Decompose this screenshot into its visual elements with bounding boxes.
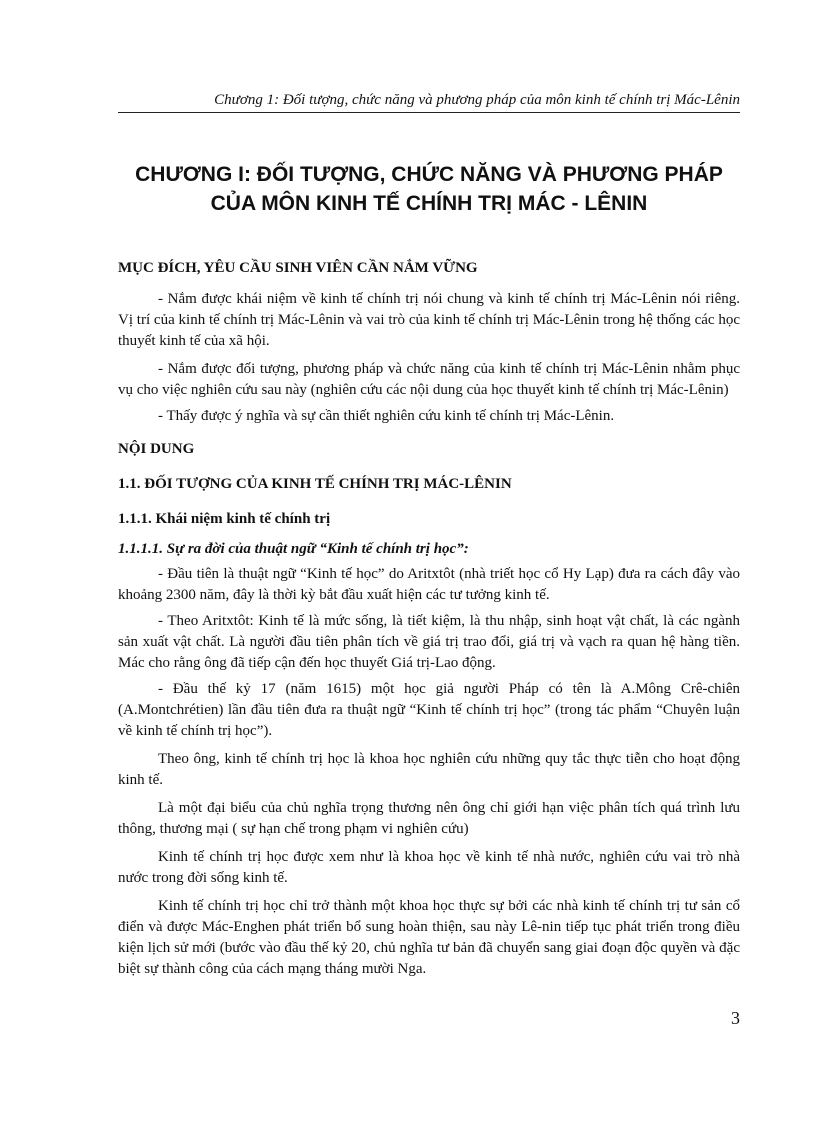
body-paragraph: - Theo Aritxtôt: Kinh tế là mức sống, là tiết kiệm, là thu nhập, sinh hoạt vật chất, là các ngành sản xuất vật chất. Là người đầu tiên phân tích về giá trị trao đổi, giá trị và vạch ra quan hệ hàng tiền. Mác cho rằng ông đã tiếp cận đến học thuyết Giá trị-Lao động. xyxy=(118,613,740,671)
document-body xyxy=(118,258,740,980)
header-divider xyxy=(118,112,740,113)
section-heading-1-1-1: 1.1.1. Khái niệm kinh tế chính trị xyxy=(118,511,331,527)
body-paragraph: Theo ông, kinh tế chính trị học là khoa học nghiên cứu những quy tắc thực tiễn cho hoạt động kinh tế. xyxy=(118,751,740,788)
body-paragraph: Kinh tế chính trị học được xem như là khoa học về kinh tế nhà nước, nghiên cứu vai trò nhà nước trong đời sống kinh tế. xyxy=(118,849,740,886)
content-heading: NỘI DUNG xyxy=(118,441,195,457)
section-heading-1-1-1-1: 1.1.1.1. Sự ra đời của thuật ngữ “Kinh tế chính trị học”: xyxy=(118,541,469,557)
chapter-title-line-1: CHƯƠNG I: ĐỐI TƯỢNG, CHỨC NĂNG VÀ PHƯƠNG PHÁP xyxy=(135,163,723,186)
body-paragraph: - Đầu tiên là thuật ngữ “Kinh tế học” do Aritxtôt (nhà triết học cổ Hy Lạp) đưa ra cách đây vào khoảng 2300 năm, đây là thời kỳ bắt đầu xuất hiện các tư tưởng kinh tế. xyxy=(118,566,740,603)
body-paragraph: Là một đại biểu của chủ nghĩa trọng thương nên ông chỉ giới hạn việc phân tích quá trình lưu thông, thương mại ( sự hạn chế trong phạm vi nghiên cứu) xyxy=(118,800,740,837)
page-number: 3 xyxy=(731,1008,740,1028)
purpose-item: - Nắm được đối tượng, phương pháp và chức năng của kinh tế chính trị Mác-Lênin nhằm phục vụ cho việc nghiên cứu sau này (nghiên cứu các nội dung của học thuyết kinh tế chính trị Mác-Lênin) xyxy=(118,361,740,398)
running-header: Chương 1: Đối tượng, chức năng và phương pháp của môn kinh tế chính trị Mác-Lênin xyxy=(214,92,740,108)
purpose-item: - Thấy được ý nghĩa và sự cần thiết nghiên cứu kinh tế chính trị Mác-Lênin. xyxy=(158,408,615,424)
section-heading-1-1: 1.1. ĐỐI TƯỢNG CỦA KINH TẾ CHÍNH TRỊ MÁC-LÊNIN xyxy=(118,476,512,492)
body-paragraph: - Đầu thế kỷ 17 (năm 1615) một học giả người Pháp có tên là A.Mông Crê-chiên (A.Montchrétien) lần đầu tiên đưa ra thuật ngữ “Kinh tế chính trị học” (trong tác phẩm “Chuyên luận về kinh tế chính trị học”). xyxy=(118,681,740,739)
chapter-title-line-2: CỦA MÔN KINH TẾ CHÍNH TRỊ MÁC - LÊNIN xyxy=(210,192,648,215)
purpose-item: - Nắm được khái niệm về kinh tế chính trị nói chung và kinh tế chính trị Mác-Lênin nói riêng. Vị trí của kinh tế chính trị Mác-Lênin và vai trò của kinh tế chính trị Mác-Lênin trong hệ thống các học thuyết kinh tế của xã hội. xyxy=(118,291,740,349)
chapter-title xyxy=(118,160,740,218)
purpose-heading: MỤC ĐÍCH, YÊU CẦU SINH VIÊN CẦN NẮM VỮNG xyxy=(118,260,478,276)
body-paragraph: Kinh tế chính trị học chỉ trở thành một khoa học thực sự bởi các nhà kinh tế chính trị tư sản cổ điển và được Mác-Enghen phát triển bổ sung hoàn thiện, sau này Lê-nin tiếp tục phát triển trong điều kiện lịch sử mới (bước vào đầu thế kỷ 20, chủ nghĩa tư bản đã chuyển sang giai đoạn độc quyền và đặc biệt sự thành công của cách mạng tháng mười Nga. xyxy=(118,898,740,977)
